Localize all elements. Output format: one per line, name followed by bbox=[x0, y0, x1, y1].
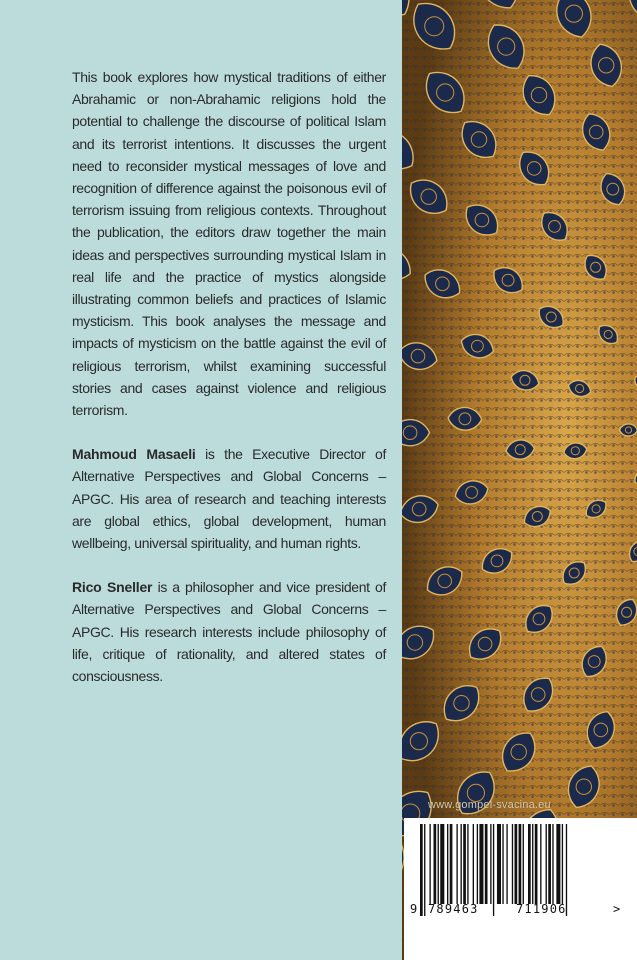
barcode-bars bbox=[404, 818, 637, 960]
isbn-barcode bbox=[404, 818, 637, 960]
book-description: This book explores how mystical traditions of either Abrahamic or non-Abrahamic religions hold the potential to challenge the discourse of political Islam and its terrorist intentions. It discusses the urgent need to reconsider mystical messages of love and recognition of difference against the poisonous evil of terrorism issuing from religious contexts. Throughout the publication, the editors draw together the main ideas and perspectives surrounding mystical Islam in real life and the practice of mystics alongside illustrating common beliefs and practices of Islamic mysticism. This book analyses the message and impacts of mysticism on the battle against the evil of religious terrorism, whilst examining successful stories and cases against violence and religious terrorism. bbox=[72, 69, 386, 419]
author-bio-text-sneller: is a philosopher and vice president of Alternative Perspectives and Global Concerns – APGC. His research interests include philosophy of life, critique of rationality, and altered states of consciousness. bbox=[72, 579, 386, 685]
mosaic-pattern-image bbox=[402, 0, 637, 960]
isbn-group2: 711906 bbox=[516, 902, 567, 916]
publisher-website: www.gompel-svacina.eu bbox=[428, 799, 551, 811]
isbn-lead-digit: 9 bbox=[410, 902, 418, 916]
isbn-group1: 789463 bbox=[428, 902, 479, 916]
author-name-sneller: Rico Sneller bbox=[72, 579, 153, 596]
author-bio-sneller bbox=[72, 576, 386, 687]
author-bio-text-masaeli: is the Executive Director of Alternative Perspectives and Global Concerns – APGC. His area of research and teaching interests are global ethics, global development, human wellbeing, universal spirituality, and human rights. bbox=[72, 446, 386, 552]
author-bio-masaeli bbox=[72, 443, 386, 554]
author-name-masaeli: Mahmoud Masaeli bbox=[72, 446, 196, 463]
islamic-tile-pattern bbox=[402, 0, 637, 960]
isbn-end-mark: > bbox=[613, 902, 621, 916]
back-cover-text bbox=[72, 66, 386, 709]
